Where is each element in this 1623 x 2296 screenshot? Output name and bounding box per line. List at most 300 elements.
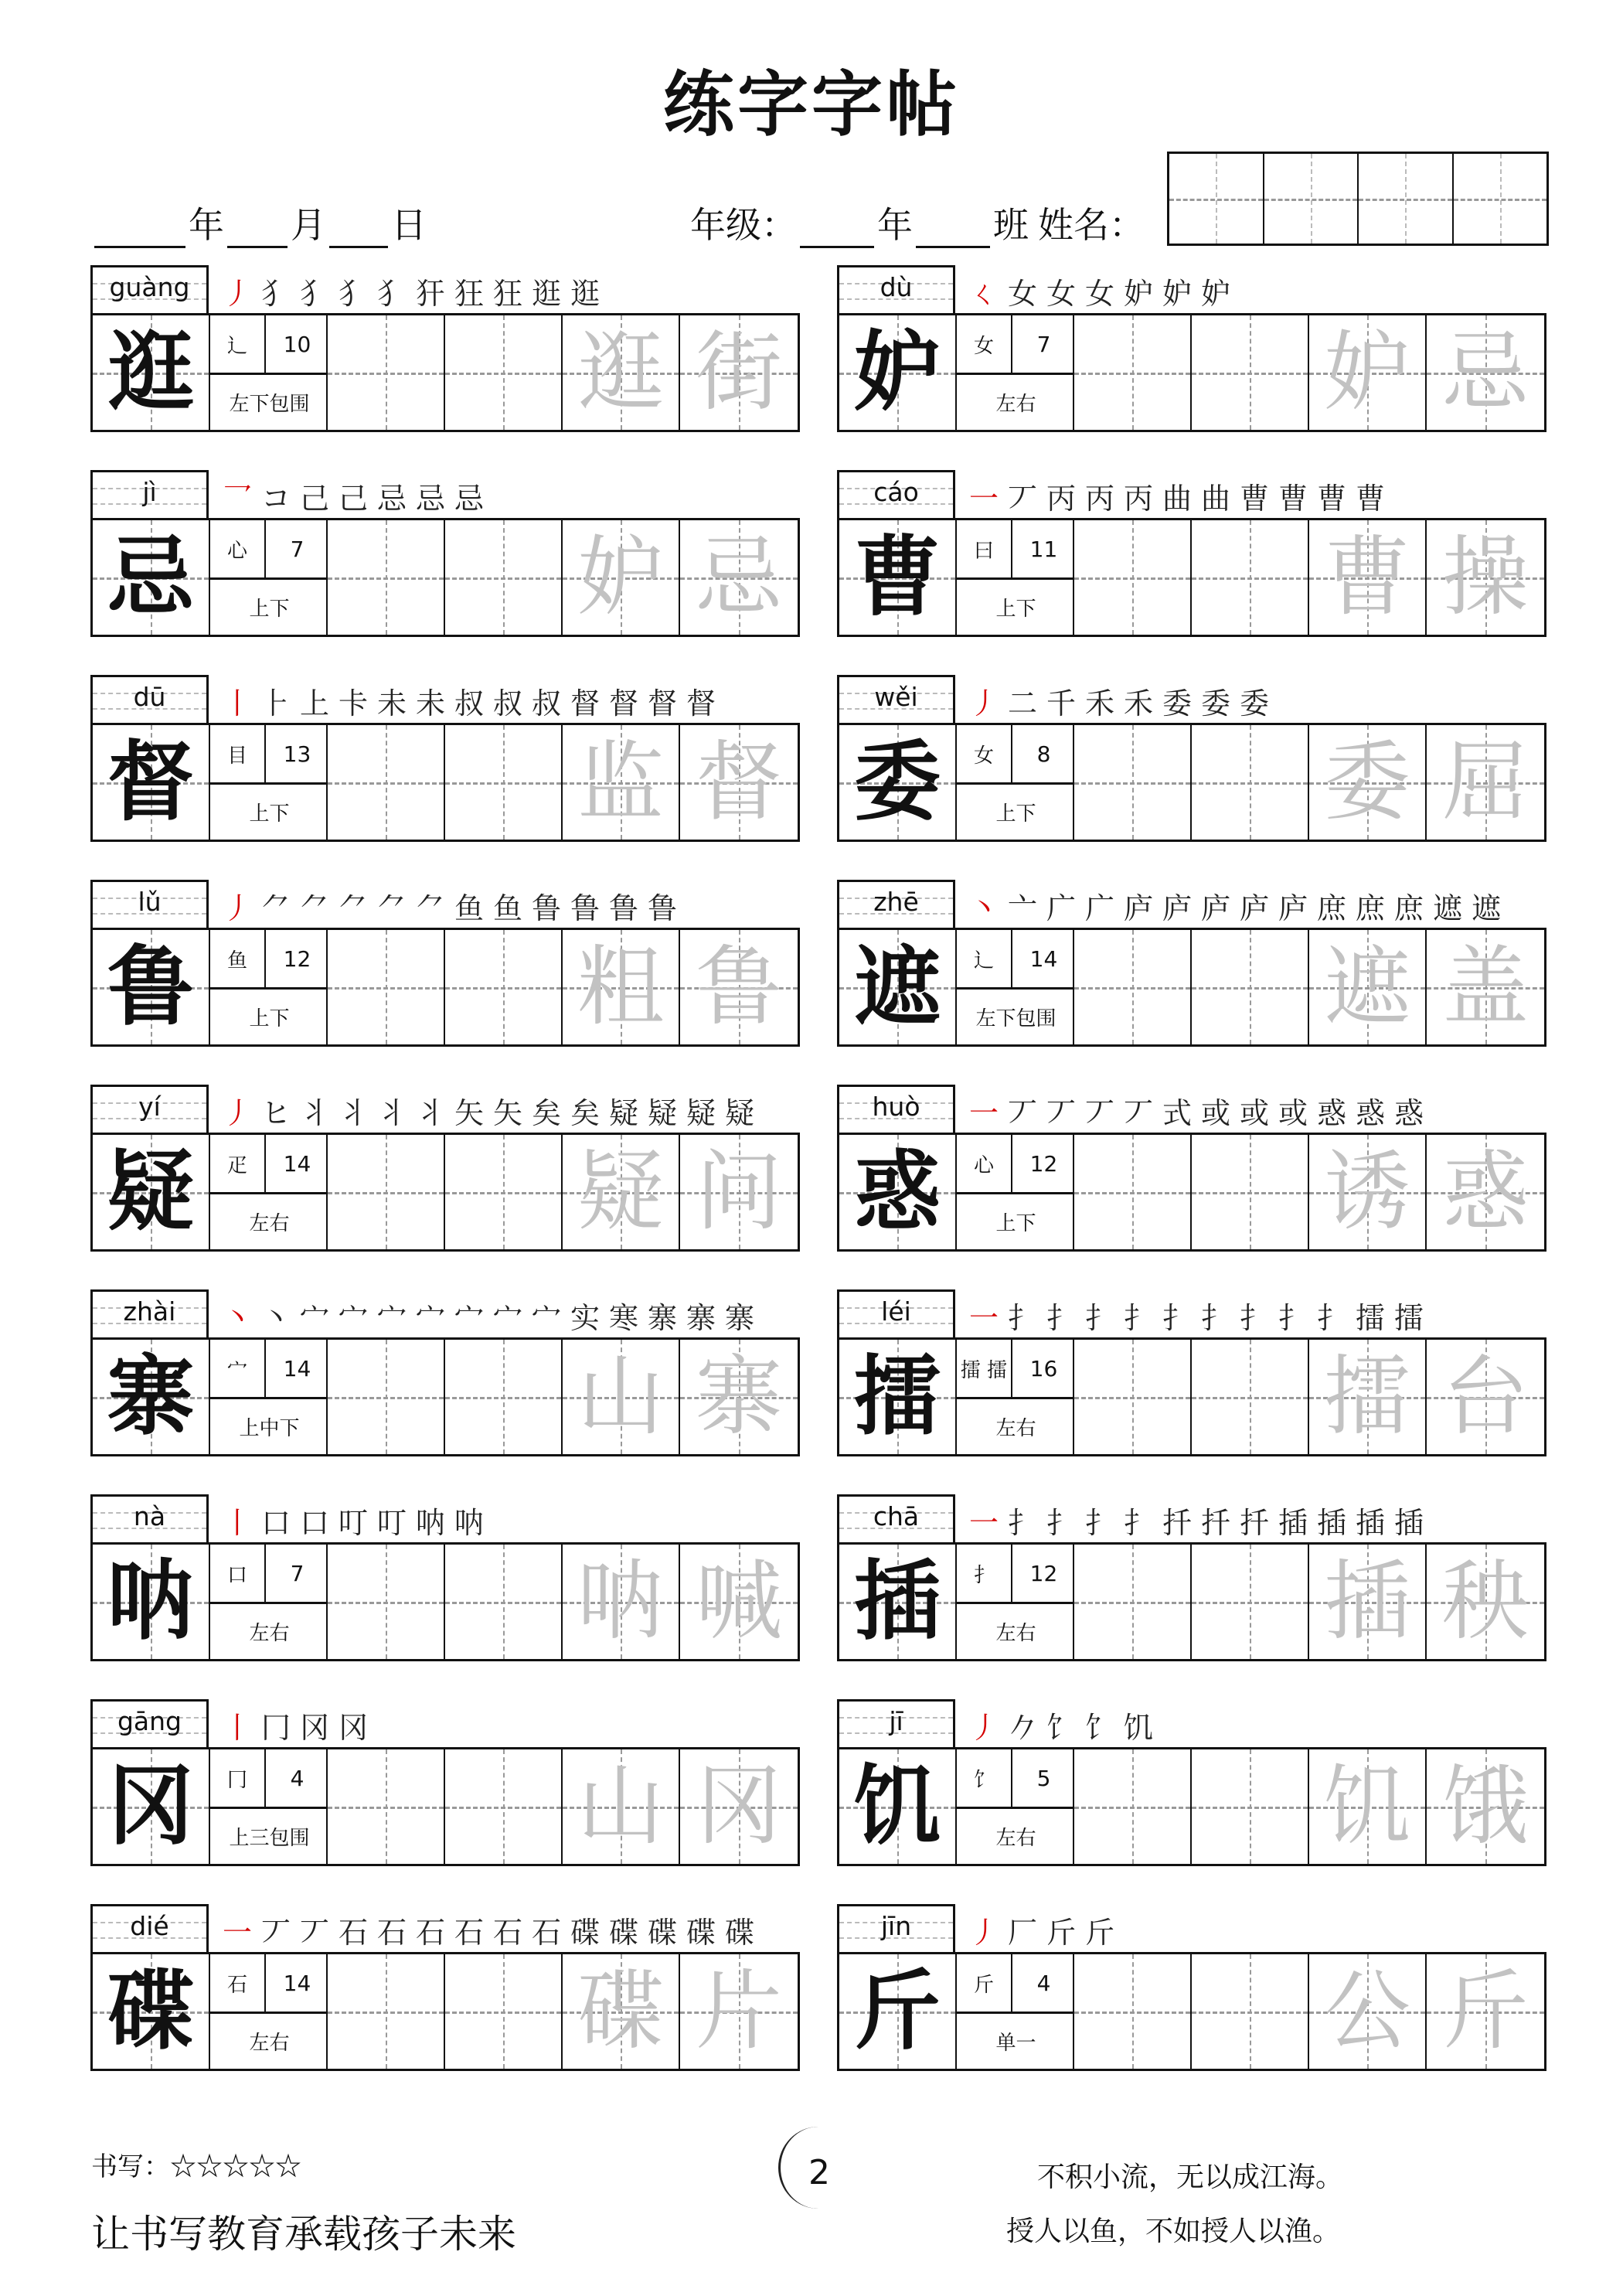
writing-cell[interactable] [1074,1545,1192,1659]
char-info-cell [957,1749,1074,1864]
stroke-count: 14 [266,1340,328,1399]
quote-line-2: 授人以鱼，不如授人以渔。 [1006,2216,1341,2247]
trace-cell[interactable] [1427,1340,1544,1454]
stroke-step: 丿 [222,891,252,925]
trace-char: 饿 [1441,1756,1529,1857]
model-char-cell [839,1545,957,1659]
model-char: 督 [107,731,194,833]
pinyin-text: dū [133,682,166,712]
model-char-cell [93,1954,210,2069]
stroke-order [967,1088,1426,1133]
pinyin-box [90,1085,209,1134]
practice-entry [90,470,800,675]
pinyin-text: lǔ [138,887,162,917]
year-blank[interactable] [94,214,185,248]
char-info-cell [957,1545,1074,1659]
practice-grid [837,723,1546,842]
pinyin-text: chā [873,1501,920,1531]
practice-grid [837,928,1546,1047]
practice-grid [90,518,800,637]
model-char: 碟 [107,1960,194,2062]
practice-grid [837,1952,1546,2071]
stroke-step: 宀 [376,1300,407,1335]
structure: 上下 [249,1007,290,1030]
writing-cell[interactable] [328,725,445,840]
class-label: 班 [993,204,1029,246]
stroke-step: 宀 [415,1300,445,1335]
trace-cell[interactable] [1309,1749,1427,1864]
year-label: 年 [189,204,224,246]
trace-cell[interactable] [1309,930,1427,1044]
stroke-step: 擂 [1393,1300,1424,1335]
writing-cell[interactable] [1192,930,1309,1044]
pinyin-text: jì [142,477,157,507]
pinyin-text: gāng [117,1706,182,1736]
stroke-step: 斤 [1084,1915,1114,1950]
trace-cell[interactable] [680,1340,798,1454]
structure: 左下包围 [975,1007,1056,1030]
pinyin-box [837,1085,955,1134]
trace-cell[interactable] [680,1954,798,2069]
stroke-step: 丿 [222,276,252,311]
stroke-step: 千 [1046,686,1076,720]
practice-grid [90,928,800,1047]
trace-cell[interactable] [1427,1545,1544,1659]
practice-entry [837,880,1546,1085]
month-label: 月 [291,204,326,246]
trace-cell[interactable] [680,1749,798,1864]
writing-cell[interactable] [1192,1340,1309,1454]
structure: 左右 [995,1827,1036,1850]
practice-grid [90,1542,800,1661]
stroke-step: 扌 [1200,1300,1230,1335]
writing-cell[interactable] [1192,1954,1309,2069]
pinyin-text: jīn [880,1911,912,1941]
stroke-step: 冈 [338,1710,368,1745]
stroke-step: 石 [376,1915,407,1950]
practice-grid [837,1747,1546,1866]
trace-cell[interactable] [1427,1954,1544,2069]
radical: 口 [210,1545,266,1604]
trace-cell[interactable] [1427,930,1544,1044]
model-char: 逛 [107,322,194,423]
stroke-step: 未 [415,686,445,720]
radical: 辶 [957,930,1012,990]
stroke-count: 5 [1012,1749,1075,1809]
trace-cell[interactable] [1309,1340,1427,1454]
model-char: 疑 [107,1141,194,1242]
grade-blank[interactable] [800,214,874,248]
stroke-step: ⺦ [376,1095,407,1130]
writing-cell[interactable] [445,315,563,430]
practice-entry [837,675,1546,880]
stroke-step: 扦 [1200,1505,1230,1540]
stroke-step: 妒 [1162,276,1192,311]
name-cell[interactable] [1264,154,1359,244]
char-info-cell [210,1340,328,1454]
practice-entry [837,1699,1546,1904]
stroke-count: 8 [1012,725,1075,785]
model-char-cell [93,725,210,840]
stroke-step: 叔 [454,686,484,720]
writing-cell[interactable] [1192,725,1309,840]
stroke-step: 督 [647,686,677,720]
char-info-cell [210,930,328,1044]
trace-cell[interactable] [1427,520,1544,635]
trace-cell[interactable] [563,1545,680,1659]
trace-cell[interactable] [1427,1749,1544,1864]
stroke-step: 委 [1162,686,1192,720]
stroke-step: ヒ [260,1095,291,1130]
stroke-step: 女 [1046,276,1076,311]
stroke-step: 犭 [299,276,329,311]
writing-cell[interactable] [328,1135,445,1249]
name-cell[interactable] [1169,154,1264,244]
writing-cell[interactable] [328,315,445,430]
structure: 上下 [995,598,1036,621]
trace-char: 督 [695,732,782,833]
stroke-step: 宀 [299,1300,329,1335]
pinyin-box [90,1904,209,1954]
stroke-step: 丙 [1084,481,1114,516]
trace-cell[interactable] [563,520,680,635]
practice-grid [90,1133,800,1252]
stroke-step: 石 [531,1915,561,1950]
writing-cell[interactable] [445,520,563,635]
name-cell[interactable] [1454,154,1547,244]
trace-cell[interactable] [563,1135,680,1249]
trace-cell[interactable] [1427,725,1544,840]
stroke-order [967,678,1271,723]
pinyin-box [837,1904,955,1954]
stroke-step: 寨 [647,1300,677,1335]
trace-char: 公 [1324,1961,1410,2062]
model-char-cell [839,1135,957,1249]
name-cell[interactable] [1359,154,1454,244]
writing-cell[interactable] [1074,725,1192,840]
pinyin-text: guàng [109,272,190,302]
trace-cell[interactable] [680,520,798,635]
writing-cell[interactable] [328,1340,445,1454]
stroke-step: 女 [1007,276,1037,311]
stroke-step: 一 [968,481,999,516]
radical: 鱼 [210,930,266,990]
trace-char: 呐 [577,1552,664,1652]
stroke-step: 鱼 [454,891,484,925]
writing-cell[interactable] [328,520,445,635]
trace-cell[interactable] [1309,1954,1427,2069]
radical: 目 [210,725,266,785]
stroke-step: 叔 [531,686,561,720]
stroke-order [967,1907,1117,1952]
stroke-order [220,268,602,313]
structure: 上下 [249,802,290,826]
writing-cell[interactable] [328,1954,445,2069]
writing-cell[interactable] [1074,1954,1192,2069]
pinyin-box [90,1494,209,1544]
radical: 女 [957,725,1012,785]
trace-char: 妒 [577,527,664,628]
writing-cell[interactable] [1192,1135,1309,1249]
stroke-step: 碟 [647,1915,677,1950]
writing-cell[interactable] [445,930,563,1044]
practice-entry [90,1085,800,1289]
stroke-step: 鱼 [492,891,522,925]
stroke-step: 扌 [1316,1300,1346,1335]
stroke-step: 擂 [1355,1300,1385,1335]
stroke-step: 一 [222,1915,252,1950]
trace-cell[interactable] [1427,315,1544,430]
writing-cell[interactable] [1074,1340,1192,1454]
pinyin-text: zhài [123,1296,176,1327]
model-char: 斤 [854,1960,941,2062]
practice-grid [90,723,800,842]
stroke-count: 14 [1012,930,1075,990]
writing-cell[interactable] [1074,315,1192,430]
stroke-step: 饣 [1084,1710,1114,1745]
stroke-order [967,883,1503,928]
trace-cell[interactable] [563,1749,680,1864]
trace-char: 盖 [1441,937,1529,1037]
stroke-step: 遮 [1432,891,1462,925]
pinyin-text: cáo [873,477,919,507]
stroke-step: 庶 [1316,891,1346,925]
model-char-cell [93,1340,210,1454]
stroke-step: 寒 [608,1300,638,1335]
trace-cell[interactable] [563,1340,680,1454]
page-title: 练字字帖 [662,63,960,146]
stroke-step: 丆 [1007,481,1037,516]
stroke-step: 疑 [686,1095,716,1130]
stroke-step: 扌 [1278,1300,1308,1335]
pinyin-text: léi [881,1296,911,1327]
trace-cell[interactable] [680,930,798,1044]
grade-year-label: 年 [877,204,913,246]
stroke-step: 委 [1200,686,1230,720]
structure: 左右 [995,1622,1036,1645]
stroke-step: 鲁 [570,891,600,925]
trace-char: 饥 [1324,1756,1410,1857]
stroke-step: 碟 [570,1915,600,1950]
stroke-step: 曹 [1316,481,1346,516]
writing-cell[interactable] [328,930,445,1044]
stroke-step: 丙 [1123,481,1153,516]
practice-grid [837,1337,1546,1456]
trace-cell[interactable] [1427,1135,1544,1249]
stroke-step: 扌 [1046,1300,1076,1335]
stroke-step: 禾 [1123,686,1153,720]
radical: 心 [957,1135,1012,1194]
rating-stars[interactable]: ☆☆☆☆☆ [170,2151,301,2182]
char-info-cell [210,725,328,840]
trace-char: 街 [695,322,782,423]
model-char: 惑 [854,1141,941,1242]
trace-cell[interactable] [1309,520,1427,635]
stroke-step: ⺊ [260,686,291,720]
stroke-step: 曲 [1162,481,1192,516]
trace-char: 山 [577,1347,664,1447]
practice-entry [837,1085,1546,1289]
stroke-step: 丙 [1046,481,1076,516]
stroke-step: 丿 [968,686,999,720]
model-char-cell [839,930,957,1044]
writing-cell[interactable] [1192,1545,1309,1659]
pinyin-box [837,1289,955,1339]
stroke-step: 丶 [968,891,999,925]
class-blank[interactable] [916,214,990,248]
stroke-step: 忌 [415,481,445,516]
model-char-cell [839,520,957,635]
stroke-step: ⺈ [376,891,407,925]
writing-cell[interactable] [445,1340,563,1454]
pinyin-box [90,880,209,929]
model-char: 鲁 [107,936,194,1037]
stroke-step: 一 [968,1095,999,1130]
radical: 女 [957,315,1012,375]
stroke-step: 犭 [376,276,407,311]
name-box[interactable] [1167,152,1549,246]
stroke-step: 扌 [1007,1300,1037,1335]
writing-cell[interactable] [1192,315,1309,430]
stroke-step: 扌 [1239,1300,1269,1335]
stroke-step: 石 [415,1915,445,1950]
char-info-cell [210,1749,328,1864]
stroke-step: 一 [968,1505,999,1540]
stroke-step: 犴 [415,276,445,311]
stroke-count: 14 [266,1135,328,1194]
radical: 曰 [957,520,1012,580]
trace-cell[interactable] [563,725,680,840]
writing-cell[interactable] [445,725,563,840]
trace-cell[interactable] [680,1545,798,1659]
trace-char: 操 [1441,527,1529,628]
model-char: 委 [854,731,941,833]
trace-char: 逛 [577,322,664,423]
trace-char: 曹 [1324,527,1410,628]
stroke-step: 庐 [1239,891,1269,925]
stroke-step: 督 [570,686,600,720]
trace-cell[interactable] [1309,1135,1427,1249]
writing-cell[interactable] [1074,1135,1192,1249]
stroke-count: 7 [266,1545,328,1604]
writing-cell[interactable] [1074,930,1192,1044]
stroke-step: 丿 [222,1095,252,1130]
trace-cell[interactable] [680,725,798,840]
trace-char: 鲁 [695,937,782,1037]
stroke-step: 扌 [1084,1300,1114,1335]
model-char: 擂 [854,1346,941,1447]
stroke-step: 狂 [492,276,522,311]
stroke-count: 11 [1012,520,1075,580]
model-char: 呐 [107,1551,194,1652]
trace-cell[interactable] [1309,1545,1427,1659]
stroke-step: 亠 [1007,891,1037,925]
trace-char: 问 [695,1142,782,1242]
writing-cell[interactable] [328,1545,445,1659]
model-char-cell [839,315,957,430]
writing-cell[interactable] [445,1954,563,2069]
pinyin-box [90,265,209,315]
stroke-order [220,1907,757,1952]
trace-cell[interactable] [1309,315,1427,430]
writing-cell[interactable] [1074,520,1192,635]
writing-cell[interactable] [445,1749,563,1864]
page-number [761,2122,877,2219]
structure: 上中下 [239,1417,300,1440]
writing-cell[interactable] [1192,1749,1309,1864]
radical: 冂 [210,1749,266,1809]
stroke-step: 狂 [454,276,484,311]
stroke-step: 惑 [1393,1095,1424,1130]
char-info-cell [957,930,1074,1044]
stroke-step: 曹 [1278,481,1308,516]
writing-cell[interactable] [328,1749,445,1864]
practice-entry [90,1904,800,2109]
practice-entry [837,1289,1546,1494]
stroke-step: 口 [260,1505,291,1540]
stroke-step: 宀 [454,1300,484,1335]
stroke-step: 叮 [338,1505,368,1540]
writing-cell[interactable] [1192,520,1309,635]
stroke-step: 禾 [1084,686,1114,720]
trace-char: 山 [577,1756,664,1857]
stroke-order [967,1293,1426,1337]
stroke-step: 庐 [1200,891,1230,925]
stroke-step: 庐 [1123,891,1153,925]
char-info-cell [957,1340,1074,1454]
stroke-step: 丿 [968,1915,999,1950]
trace-cell[interactable] [563,1954,680,2069]
stroke-count: 7 [1012,315,1075,375]
name-label: 姓名： [1038,204,1145,246]
writing-cell[interactable] [1074,1749,1192,1864]
stroke-step: 呐 [415,1505,445,1540]
stroke-step: ㄑ [968,276,999,311]
date-line [91,197,427,248]
trace-cell[interactable] [680,1135,798,1249]
practice-grid [90,313,800,432]
char-info-cell [210,315,328,430]
writing-cell[interactable] [445,1135,563,1249]
trace-cell[interactable] [563,315,680,430]
stroke-step: 扦 [1239,1505,1269,1540]
stroke-step: 曹 [1239,481,1269,516]
practice-grid [837,518,1546,637]
stroke-step: 上 [299,686,329,720]
trace-cell[interactable] [563,930,680,1044]
writing-cell[interactable] [445,1545,563,1659]
stroke-step: 丆 [1046,1095,1076,1130]
practice-grid [837,313,1546,432]
trace-char: 委 [1324,732,1410,833]
day-blank[interactable] [329,214,388,248]
radical: 疋 [210,1135,266,1194]
practice-grid [837,1542,1546,1661]
stroke-step: 妒 [1200,276,1230,311]
trace-cell[interactable] [1309,725,1427,840]
stroke-step: ⺦ [299,1095,329,1130]
quote-line-1: 不积小流，无以成江海。 [1037,2161,1344,2193]
trace-cell[interactable] [680,315,798,430]
practice-entry [90,1494,800,1699]
stroke-step: 犭 [338,276,368,311]
stroke-step: 丨 [222,686,252,720]
pinyin-box [837,675,955,724]
month-blank[interactable] [227,214,288,248]
trace-char: 插 [1324,1552,1410,1652]
stroke-step: 妒 [1123,276,1153,311]
model-char-cell [839,1340,957,1454]
